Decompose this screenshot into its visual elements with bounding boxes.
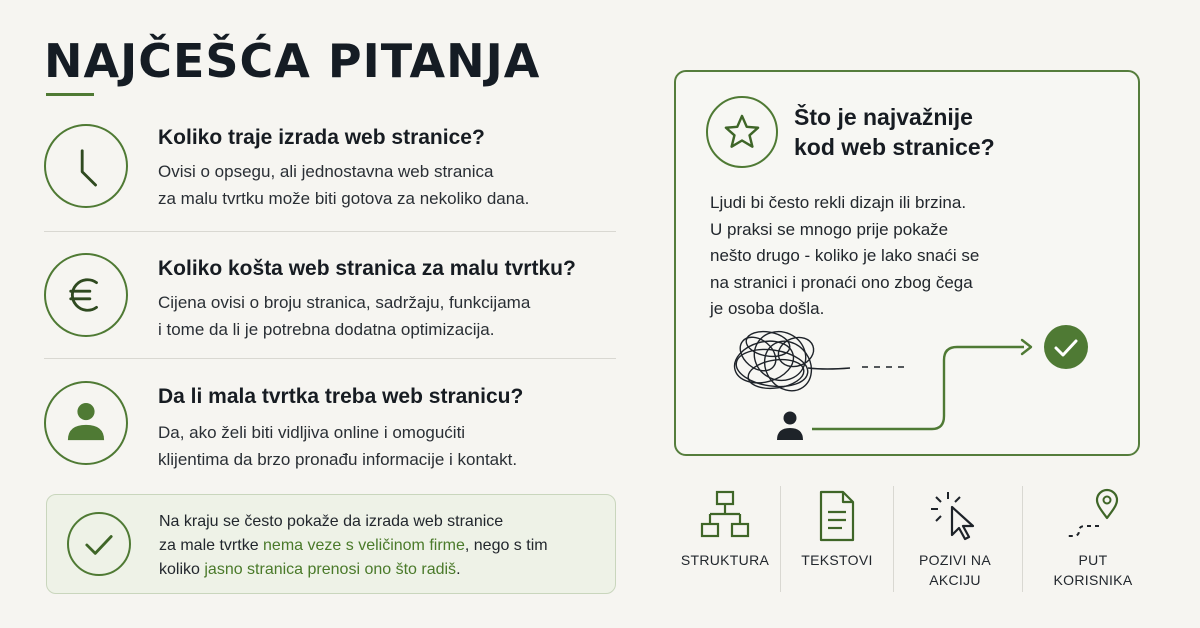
divider (1022, 486, 1023, 592)
callout-text-segment: . (456, 561, 461, 578)
callout-highlight: nema veze s veličinom firme (263, 537, 465, 554)
callout-line: Na kraju se često pokaže da izrada web stranice (159, 513, 504, 530)
feature-label (900, 550, 1010, 590)
feature-label-line: POZIVI NA (919, 552, 991, 568)
feature-label (1038, 550, 1148, 590)
faq-item (44, 381, 616, 476)
faq-answer (158, 289, 530, 343)
feature-label-line: TEKSTOVI (801, 552, 873, 568)
divider (44, 231, 616, 232)
faq-answer-line: Cijena ovisi o broju stranica, sadržaju, funkcijama (158, 293, 531, 312)
document-icon (782, 486, 892, 546)
person-icon (777, 412, 803, 441)
card-body-line: Ljudi bi često rekli dizajn ili brzina. (710, 193, 967, 212)
divider (893, 486, 894, 592)
faq-answer-line: Ovisi o opsegu, ali jednostavna web stranica (158, 162, 494, 181)
callout-text-segment: za male tvrtke (159, 537, 264, 554)
faq-answer (158, 158, 529, 212)
callout-highlight: jasno stranica prenosi ono što radiš (204, 561, 457, 578)
page-title: NAJČEŠĆA PITANJA (44, 34, 541, 88)
check-circle-icon (1044, 325, 1088, 369)
journey-illustration (676, 72, 1142, 458)
card-title-line: Što je najvažnije (794, 104, 973, 130)
feature-label (670, 550, 780, 570)
faq-question: Koliko košta web stranica za malu tvrtku? (158, 257, 576, 280)
faq-answer-line: klijentima da brzo pronađu informacije i kontakt. (158, 450, 518, 469)
cursor-click-icon (900, 486, 1010, 546)
feature-label-line: AKCIJU (929, 572, 981, 588)
callout-text-segment: koliko (159, 561, 205, 578)
divider (44, 358, 616, 359)
feature-texts (782, 486, 892, 570)
callout-text (159, 510, 548, 582)
faq-item (44, 253, 616, 348)
faq-item (44, 122, 616, 217)
summary-callout (46, 494, 616, 594)
feature-cta (900, 486, 1010, 590)
path-arrow (812, 347, 1024, 429)
faq-question: Koliko traje izrada web stranice? (158, 126, 485, 149)
feature-label-line: PUT (1078, 552, 1108, 568)
card-title-line: kod web stranice? (794, 134, 995, 160)
faq-answer-line: za malu tvrtku može biti gotova za nekoliko dana. (158, 189, 530, 208)
faq-answer-line: i tome da li je potrebna dodatna optimizacija. (158, 320, 495, 339)
callout-line (159, 558, 548, 582)
card-body-line: U praksi se mnogo prije pokaže (710, 219, 949, 239)
insight-card (674, 70, 1140, 456)
feature-label-line: KORISNIKA (1053, 572, 1133, 588)
feature-label (782, 550, 892, 570)
faq-answer (158, 419, 517, 473)
euro-icon (44, 253, 128, 337)
faq-question: Da li mala tvrtka treba web stranicu? (158, 385, 524, 408)
map-pin-path-icon (1038, 486, 1148, 546)
card-body-line: je osoba došla. (710, 299, 825, 318)
person-icon (44, 381, 128, 465)
checkmark-icon (67, 512, 131, 576)
feature-label-line: STRUKTURA (680, 552, 770, 568)
clock-icon (44, 124, 128, 208)
divider (780, 486, 781, 592)
title-underline (46, 93, 94, 96)
faq-answer-line: Da, ako želi biti vidljiva online i omogućiti (158, 423, 466, 442)
callout-text-segment: , nego s tim (464, 537, 548, 554)
feature-user-path (1038, 486, 1148, 590)
sitemap-icon (670, 486, 780, 546)
tangled-scribble-icon (730, 323, 850, 400)
callout-line (159, 534, 548, 558)
card-body-line: nešto drugo - koliko je lako snaći se (710, 246, 980, 265)
card-body-line: na stranici i pronaći ono zbog čega (710, 272, 973, 292)
feature-structure (670, 486, 780, 570)
